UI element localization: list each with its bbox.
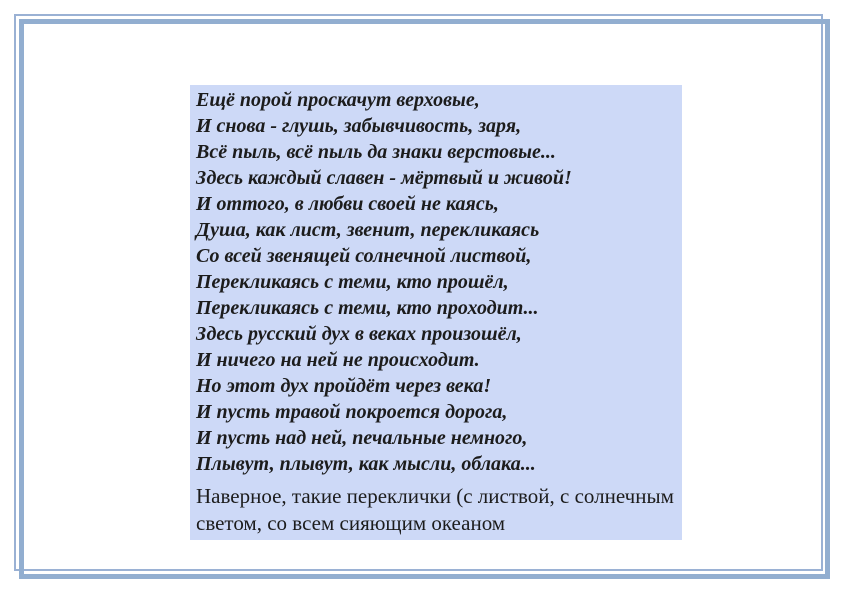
- poem-line: Душа, как лист, звенит, перекликаясь: [196, 219, 540, 241]
- poem-line: И снова - глушь, забывчивость, заря,: [196, 115, 522, 137]
- poem-line: Перекликаясь с теми, кто проходит...: [196, 297, 539, 319]
- poem-line: Но этот дух пройдёт через века!: [196, 375, 492, 397]
- poem-line: И оттого, в любви своей не каясь,: [196, 193, 499, 215]
- poem-textbox: [190, 85, 682, 540]
- poem-line: И ничего на ней не происходит.: [196, 349, 480, 371]
- poem-line: Со всей звенящей солнечной листвой,: [196, 245, 532, 267]
- poem-line: Плывут, плывут, как мысли, облака...: [196, 453, 536, 475]
- poem-line: И пусть травой покроется дорога,: [196, 401, 508, 423]
- poem-line: И пусть над ней, печальные немного,: [196, 427, 528, 449]
- poem-line: Всё пыль, всё пыль да знаки верстовые...: [196, 141, 556, 163]
- poem: [196, 87, 676, 477]
- poem-line: Здесь русский дух в веках произошёл,: [196, 323, 522, 345]
- poem-line: Здесь каждый славен - мёртвый и живой!: [196, 167, 572, 189]
- closing-text: Наверное, такие переклички (с листвой, с солнечным светом, со всем сияющим океаном: [196, 484, 674, 535]
- poem-line: Ещё порой проскачут верховые,: [196, 89, 480, 111]
- poem-line: Перекликаясь с теми, кто прошёл,: [196, 271, 509, 293]
